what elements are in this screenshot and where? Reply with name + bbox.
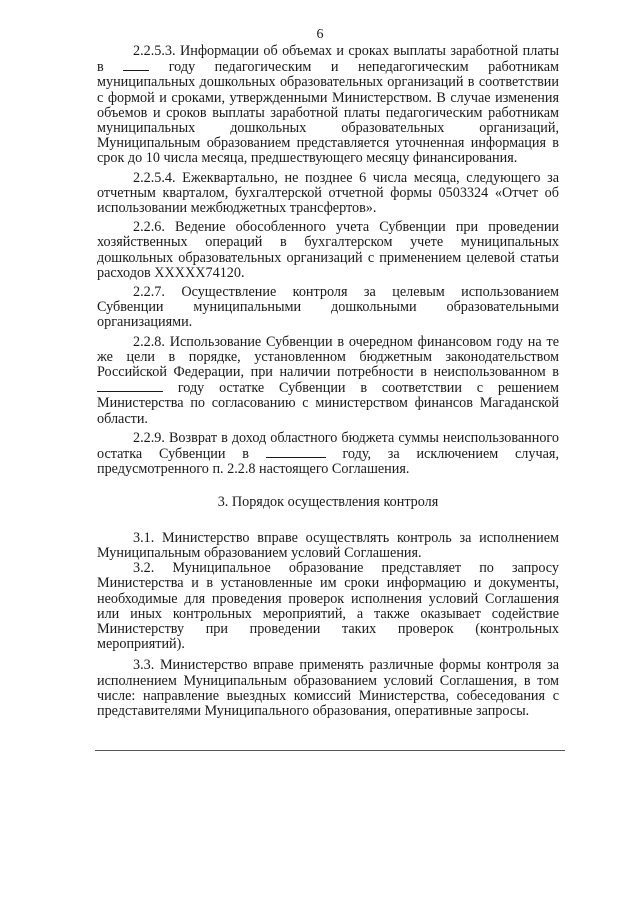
year-blank-field — [123, 59, 149, 71]
page-number: 6 — [316, 27, 324, 42]
section-3-heading: 3. Порядок осуществления контроля — [217, 494, 439, 511]
year-blank-field — [97, 380, 163, 392]
clause-2-2-5-3-part-b: году педагогическим и непедагогическим работникам муниципальных дошкольных образовательных организаций в соответствии с формой и сроками, утвержденными Министерством. В случае изменения объемов и сроков выплаты заработной платы педагогическим работникам муниципальных дошкольных образовательных организаций, Муниципальным образованием представляется уточненная информация в срок до 10 числа месяца, предшествующего месяцу финансирования. — [97, 59, 559, 167]
year-blank-field — [266, 446, 326, 458]
clause-2-2-8 — [97, 335, 559, 427]
clause-2-2-6: 2.2.6. Ведение обособленного учета Субвенции при проведении хозяйственных операций в бухгалтерском учете муниципальных дошкольных образовательных организаций с применением целевой статьи расходов XXXXX74120. — [97, 219, 559, 281]
clause-2-2-9-part-a: 2.2.9. Возврат в доход областного бюджета суммы неиспользованного остатка Субвенции в — [97, 429, 559, 463]
clause-2-2-5-3-part-a: 2.2.5.3. Информации об объемах и сроках выплаты заработной платы в — [97, 43, 559, 76]
clause-2-2-9 — [97, 431, 559, 478]
clause-2-2-5-4: 2.2.5.4. Ежеквартально, не позднее 6 числа месяца, следующего за отчетным кварталом, бухгалтерской отчетной формы 0503324 «Отчет об использовании межбюджетных трансфертов». — [97, 169, 559, 217]
clause-2-2-7: 2.2.7. Осуществление контроля за целевым использованием Субвенции муниципальными дошкольными образовательными организациями. — [97, 284, 559, 331]
clause-2-2-8-part-a: 2.2.8. Использование Субвенции в очередном финансовом году на те же цели в порядке, установленном бюджетным законодательством Российской Федерации, при наличии потребности в неиспользованном в — [97, 333, 559, 381]
clause-3-1: 3.1. Министерство вправе осуществлять контроль за исполнением Муниципальным образованием условий Соглашения. — [97, 529, 559, 561]
clause-2-2-5-3 — [97, 44, 559, 167]
clause-2-2-9-part-b: году, за исключением случая, предусмотренного п. 2.2.8 настоящего Соглашения. — [97, 446, 559, 478]
clause-3-2: 3.2. Муниципальное образование представляет по запросу Министерства и в установленные им сроки информацию и документы, необходимые для проведения проверок исполнения условий Соглашения или иных контрольных мероприятий, а также оказывает содействие Министерству при проведении таких проверок (контрольных мероприятий). — [97, 560, 559, 653]
document-body — [97, 44, 559, 719]
clause-2-2-8-part-b: году остатке Субвенции в соответствии с решением Министерства по согласованию с министерством финансов Магаданской области. — [97, 380, 559, 427]
page-divider-line — [95, 750, 565, 751]
clause-3-3: 3.3. Министерство вправе применять различные формы контроля за исполнением Муниципальным образованием условий Соглашения, в том числе: направление выездных комиссий Министерства, собеседования с представителями Муниципального образования, оперативные запросы. — [97, 657, 559, 719]
